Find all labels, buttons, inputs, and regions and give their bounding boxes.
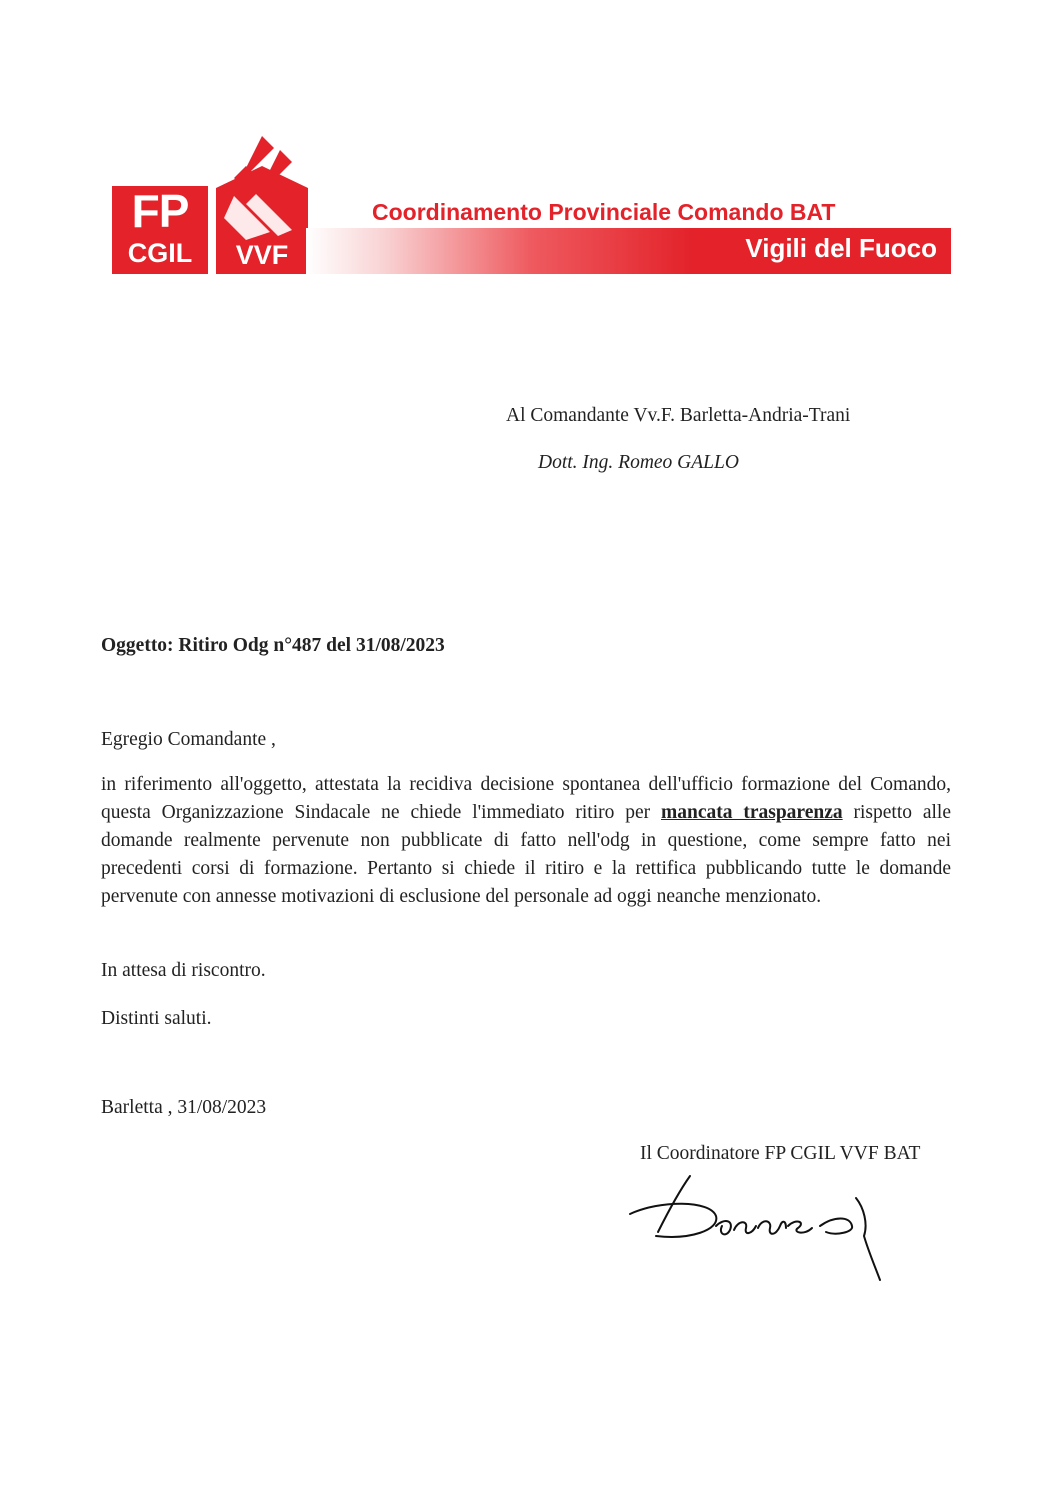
header-band <box>306 228 951 274</box>
closing-line-1: In attesa di riscontro. <box>101 960 266 981</box>
recipient-name: Dott. Ing. Romeo GALLO <box>538 452 739 473</box>
handwritten-signature <box>620 1170 890 1282</box>
body-emphasis: mancata trasparenza <box>661 802 843 823</box>
recipient-line: Al Comandante Vv.F. Barletta-Andria-Trani <box>506 405 851 426</box>
body-text-part1: in riferimento all'oggetto, attestata la recidiva decisione spontanea dell'ufficio formazione del Comando, questa Organizzazione Sindacale ne chiede l'immediato ritiro per <box>101 774 951 823</box>
greeting: Egregio Comandante , <box>101 729 276 750</box>
body-text-part2: rispetto alle domande realmente pervenute non pubblicate di fatto nell'odg in questione, come sempre fatto nei precedenti corsi di formazione. Pertanto si chiede il ritiro e la rettifica pubblicando tutte le domande pervenute con annesse motivazioni di esclusione del personale ad oggi neanche menzionato. <box>101 802 951 907</box>
signatory-title: Il Coordinatore FP CGIL VVF BAT <box>640 1143 921 1164</box>
logo-fp-text: FP <box>131 185 189 237</box>
logo-cgil-text: CGIL <box>127 238 193 268</box>
subject-line: Oggetto: Ritiro Odg n°487 del 31/08/2023 <box>101 635 445 656</box>
logo-vvf-text: VVF <box>235 240 289 270</box>
closing-line-2: Distinti saluti. <box>101 1008 212 1029</box>
header-title: Coordinamento Provinciale Comando BAT <box>372 199 836 225</box>
header-subtitle: Vigili del Fuoco <box>745 233 937 263</box>
fp-cgil-logo <box>112 186 208 274</box>
body-paragraph <box>101 771 951 911</box>
place-date: Barletta , 31/08/2023 <box>101 1097 267 1118</box>
